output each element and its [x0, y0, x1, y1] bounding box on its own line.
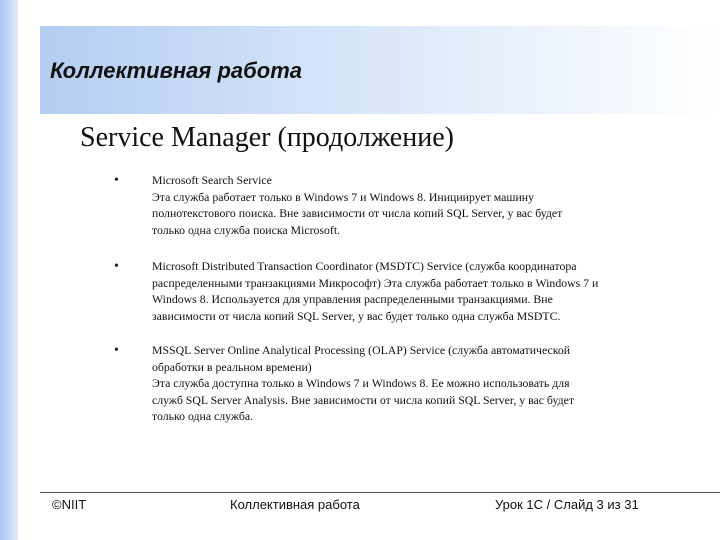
bullet-item-msdtc-service: [112, 258, 692, 324]
bullet-text: Microsoft Distributed Transaction Coordinator (MSDTC) Service (служба координатора распределенными транзакциями Микрософт) Эта служба работает только в Windows 7 и Windows 8. Используется для управления распределенными транзакциями. Вне зависимости от числа копий SQL Server, у вас будет только одна служба MSDTC.: [152, 259, 599, 323]
bullet-dot-icon: •: [114, 259, 119, 274]
left-decorative-bar: [0, 0, 18, 540]
bullet-text: MSSQL Server Online Analytical Processing (OLAP) Service (служба автоматической обработки в реальном времени) Эта служба доступна только в Windows 7 и Windows 8. Ее можно использовать для служб SQL Server Analysis. Вне зависимости от числа копий SQL Server, у вас будет только одна служба.: [152, 343, 575, 423]
footer-copyright: ©NIIT: [52, 497, 87, 512]
footer-divider: [40, 492, 720, 493]
bullet-dot-icon: •: [114, 173, 119, 188]
slide-heading: Service Manager (продолжение): [80, 122, 454, 153]
bullet-dot-icon: •: [114, 343, 119, 358]
bullet-item-olap-service: [112, 342, 692, 425]
header-title: Коллективная работа: [50, 58, 303, 83]
bullet-item-search-service: [112, 172, 692, 238]
footer-slide-number: Урок 1C / Слайд 3 из 31: [495, 497, 639, 512]
footer-center-title: Коллективная работа: [230, 497, 360, 512]
bullet-text: Microsoft Search Service Эта служба работает только в Windows 7 и Windows 8. Инициирует машину полнотекстового поиска. Вне зависимости от числа копий SQL Server, у вас будет только одна служба поиска Microsoft.: [152, 173, 563, 237]
